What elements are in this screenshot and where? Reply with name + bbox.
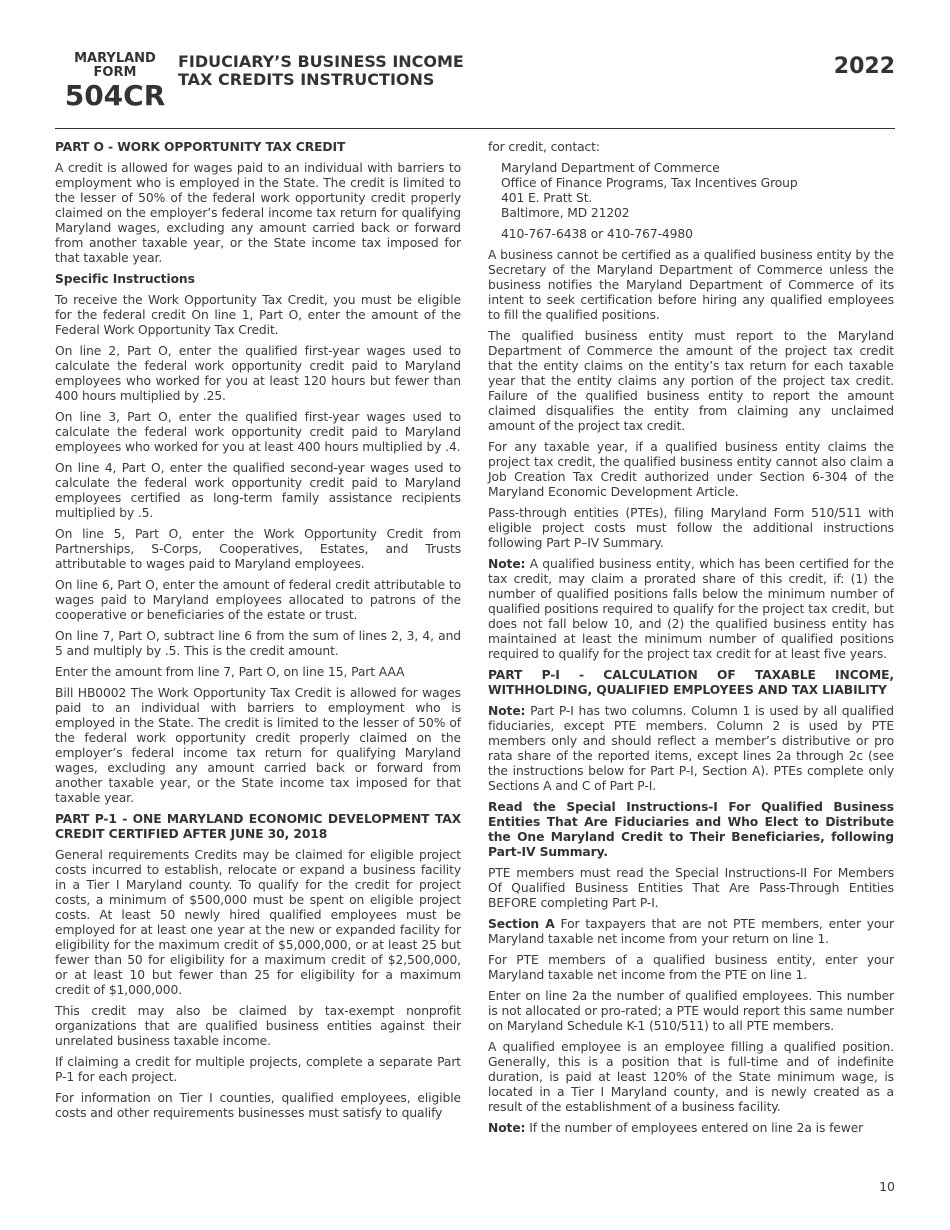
section-a-label: Section A [488,917,555,931]
paragraph: for credit, contact: [488,140,600,154]
paragraph: On line 7, Part O, subtract line 6 from the sum of lines 2, 3, 4, and 5 and multiply by .5. This is the credit amount. [55,629,461,658]
header-divider [55,128,895,129]
specific-instructions-heading: Specific Instructions [55,272,195,286]
paragraph: To receive the Work Opportunity Tax Credit, you must be eligible for the federal credit On line 1, Part O, enter the amount of the Federal Work Opportunity Tax Credit. [55,293,461,337]
part-pi-heading: PART P-I - CALCULATION OF TAXABLE INCOME, WITHHOLDING, QUALIFIED EMPLOYEES AND TAX LIABILITY [488,668,894,697]
left-column [55,140,461,1127]
note-text: If the number of employees entered on line 2a is fewer [525,1121,864,1135]
paragraph: If claiming a credit for multiple projects, complete a separate Part P-1 for each project. [55,1055,461,1084]
page-number: 10 [879,1179,895,1194]
address-line: 401 E. Pratt St. [501,191,593,205]
title-line-2: TAX CREDITS INSTRUCTIONS [178,70,435,89]
paragraph: Enter on line 2a the number of qualified employees. This number is not allocated or pro-rated; a PTE would report this same number on Maryland Schedule K-1 (510/511) to all PTE members. [488,989,894,1033]
paragraph: For information on Tier I counties, qualified employees, eligible costs and other requirements businesses must satisfy to qualify [55,1091,461,1120]
form-word: FORM [93,65,137,80]
note-label: Note: [488,704,526,718]
note-text: Part P-I has two columns. Column 1 is used by all qualified fiduciaries, except PTE members. Column 2 is used by PTE members only and should reflect a member’s distributive or pro rata share of the reported items, except lines 2a through 2c (see the instructions below for Part P-I, Section A). PTEs complete only Sections A and C of Part P-I. [488,704,894,793]
contact-address [501,161,894,221]
section-a-text: For taxpayers that are not PTE members, enter your Maryland taxable net income from your return on line 1. [488,917,894,946]
right-column [488,140,894,1142]
note-paragraph [488,704,894,794]
paragraph: On line 5, Part O, enter the Work Opportunity Credit from Partnerships, S-Corps, Cooperatives, Estates, and Trusts attributable to wages paid to Maryland employees. [55,527,461,571]
form-number: 504CR [64,79,166,112]
special-instructions-paragraph [488,800,894,860]
note-paragraph [488,1121,894,1136]
paragraph: On line 3, Part O, enter the qualified first-year wages used to calculate the federal work opportunity credit paid to Maryland employees who worked for you at least 400 hours multiplied by .4. [55,410,461,454]
paragraph: A business cannot be certified as a qualified business entity by the Secretary of the Maryland Department of Commerce unless the business notifies the Maryland Department of Commerce of its intent to seek certification before hiring any qualified employees to fill the qualified positions. [488,248,894,322]
paragraph: Pass-through entities (PTEs), filing Maryland Form 510/511 with eligible project costs must follow the additional instructions following Part P–IV Summary. [488,506,894,550]
paragraph: General requirements Credits may be claimed for eligible project costs incurred to establish, relocate or expand a business facility in a Tier I Maryland county. To qualify for the credit for project costs, a minimum of $500,000 must be spent on eligible project costs. At least 50 newly hired qualified employees must be employed for at least one year at the new or expanded facility for eligibility for the maximum credit of $5,000,000, or at least 25 but fewer than 50 for eligibility for a maximum credit of $2,500,000, or at least 10 but fewer than 25 for eligibility for a maximum credit of $1,000,000. [55,848,461,997]
paragraph: A credit is allowed for wages paid to an individual with barriers to employment who is employed in the State. The credit is limited to the lesser of 50% of the federal work opportunity credit properly claimed on the employer’s federal income tax return for qualifying Maryland wages, excluding any amount carried back or forward from another taxable year, or the State income tax imposed for that taxable year. [55,161,461,265]
tax-year: 2022 [833,54,895,79]
paragraph: On line 2, Part O, enter the qualified first-year wages used to calculate the federal work opportunity credit paid to Maryland employees who worked for you at least 120 hours but fewer than 400 hours multiplied by .25. [55,344,461,403]
paragraph: Enter the amount from line 7, Part O, on line 15, Part AAA [55,665,405,679]
note-label: Note: [488,557,526,571]
section-a-paragraph [488,917,894,947]
form-identifier [60,52,170,111]
paragraph: The qualified business entity must report to the Maryland Department of Commerce the amount of the project tax credit that the entity claims on the entity’s tax return for each taxable year that the entity claims any portion of the project tax credit. Failure of the qualified business entity to report the amount claimed disqualifies the entity from claiming any unclaimed amount of the project tax credit. [488,329,894,433]
paragraph: Bill HB0002 The Work Opportunity Tax Credit is allowed for wages paid to an individual with barriers to employment who is employed in the State. The credit is limited to the lesser of 50% of the federal work opportunity credit properly claimed on the employer’s federal income tax return for qualifying Maryland wages, excluding any amount carried back or forward from another taxable year, or the State income tax imposed for that taxable year. [55,686,461,805]
address-line: Baltimore, MD 21202 [501,206,630,220]
note-paragraph [488,557,894,662]
document-title [178,53,464,89]
special-instructions-text: Read the Special Instructions-I For Qualified Business Entities That Are Fiduciaries and Who Elect to Distribute the One Maryland Credit to Their Beneficiaries, following Part-IV Summary. [488,800,894,859]
title-line-1: FIDUCIARY’S BUSINESS INCOME [178,52,464,71]
part-o-heading: PART O - WORK OPPORTUNITY TAX CREDIT [55,140,346,154]
paragraph: A qualified employee is an employee filling a qualified position. Generally, this is a position that is full-time and of indefinite duration, is paid at least 120% of the State minimum wage, is located in a Tier I Maryland county, and is newly created as a result of the establishment of a business facility. [488,1040,894,1114]
paragraph: For any taxable year, if a qualified business entity claims the project tax credit, the qualified business entity cannot also claim a Job Creation Tax Credit authorized under Section 6-304 of the Maryland Economic Development Article. [488,440,894,499]
contact-phone: 410-767-6438 or 410-767-4980 [501,227,693,241]
address-line: Office of Finance Programs, Tax Incentives Group [501,176,798,190]
part-p1-heading: PART P-1 - ONE MARYLAND ECONOMIC DEVELOPMENT TAX CREDIT CERTIFIED AFTER JUNE 30, 2018 [55,812,461,841]
paragraph: On line 6, Part O, enter the amount of federal credit attributable to wages paid to Maryland employees allocated to patrons of the cooperative or beneficiaries of the estate or trust. [55,578,461,622]
form-state: MARYLAND [74,51,156,66]
paragraph: For PTE members of a qualified business entity, enter your Maryland taxable net income from the PTE on line 1. [488,953,894,982]
paragraph: This credit may also be claimed by tax-exempt nonprofit organizations that are qualified business entities against their unrelated business taxable income. [55,1004,461,1048]
address-line: Maryland Department of Commerce [501,161,720,175]
paragraph: On line 4, Part O, enter the qualified second-year wages used to calculate the federal work opportunity credit paid to Maryland employees certified as long-term family assistance recipients multiplied by .5. [55,461,461,520]
note-text: A qualified business entity, which has been certified for the tax credit, may claim a prorated share of this credit, if: (1) the number of qualified positions falls below the minimum number of qualified positions required to qualify for the project tax credit, but does not fall below 10, and (2) the qualified business entity has maintained at least the minimum number of qualified positions required to qualify for the project tax credit for at least five years. [488,557,894,661]
page-header [55,52,895,130]
paragraph: PTE members must read the Special Instructions-II For Members Of Qualified Business Entities That Are Pass-Through Entities BEFORE completing Part P-I. [488,866,894,910]
note-label: Note: [488,1121,526,1135]
